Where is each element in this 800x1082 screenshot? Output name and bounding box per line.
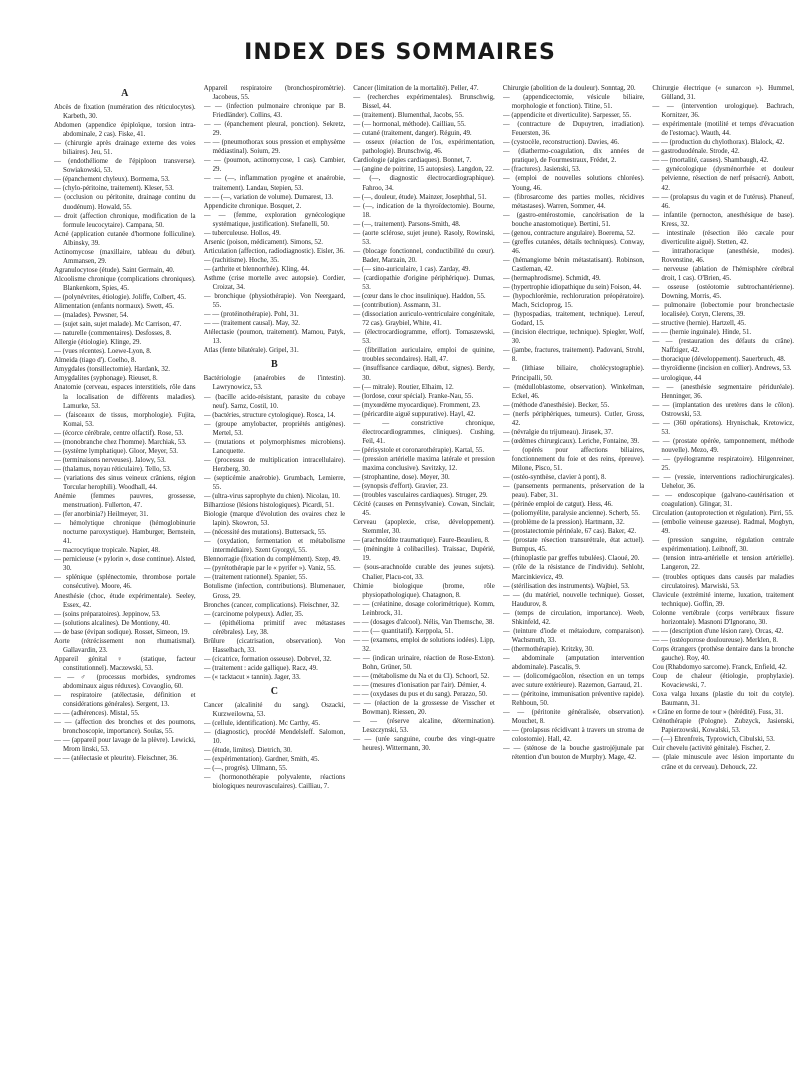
index-entry: — (polynévrites, étiologie). Joliffe, Colbert, 45. [54,293,186,301]
index-entry: — (groupe amylobacter, propriétés antigènes). Mertel, 53. [203,420,346,437]
index-entry: — (problème de la pression). Hartmann, 32. [502,519,625,527]
section-letter: C [270,686,278,697]
index-entry: — (thermothérapie). Kritzky, 30. [502,645,594,653]
index-entry: — (périnée emploi de catgut). Hess, 46. [502,501,613,509]
index-entry: — (gastro-entérostomie, cancérisation de la bouche anastomotique). Bertini, 51. [502,211,645,228]
index-entry: Abdomen (appendice épiploïque, torsion intra-abdominale, 2 cas). Fiske, 41. [54,122,196,139]
index-entry: — naturelle (commentaires). Desfosses, 8. [54,330,172,338]
index-entry: Bactériologie (anaérobies de l'intestin). Lawrynowicz, 53. [203,375,346,392]
index-entry: — thyroïdienne (incision en collier). Andrews, 53. [652,365,792,373]
index-entry: — (fractures). Jasienski, 53. [502,166,581,174]
index-entry: — (dissociation auriculo-ventriculaire congénitale, 72 cas). Graybiel, White, 41. [353,311,495,328]
index-entry: — (troubles optiques dans causés par maladies circulatoires). Marwiski, 53. [652,573,794,590]
index-entry: — (synopsis d'effort). Gravier, 23. [353,483,448,491]
index-entry: — — (pyélogramme respiratoire). Hilgenreiner, 25. [652,455,794,472]
index-entry: — — (créatinine, dosage colorimétrique). Komm, Leinbrock, 31. [353,600,495,617]
index-entry: Allergie (étiologie). Klinge, 29. [54,339,142,347]
index-entry: — (—, traitement). Parsons-Smith, 48. [353,220,461,228]
index-entry: — tuberculeuse. Hollos, 49. [203,229,281,237]
index-entry: — — (dosages d'alcool). Nélis, Van Themsche, 38. [353,618,495,626]
index-entry: Arsenic (poison, médicament). Simons, 52. [203,238,324,246]
index-entry: — (hémangiome bénin métastatisant). Robinson, Castleman, 42. [502,256,645,273]
index-entry: — (électrocardiogramme, effort). Tomaszewski, 53. [353,329,495,346]
index-entry: — (vues récentes). Loewe-Lyon, 8. [54,348,152,356]
index-entry: Anatomie (cerveau, espaces interstitiels, rôle dans la localisation de différents maladies). Lamurke, 53. [54,384,196,410]
index-entry: Alimentation (enfants normaux). Swett, 45. [54,303,174,311]
index-entry: — (— mitrale). Routier, Elhaim, 12. [353,383,454,391]
index-entry: — (faisceaux de tissus, morphologie). Fujita, Komai, 53. [54,411,196,428]
index-entry: — — (anesthésie segmentaire périduréale). Henninger, 36. [652,383,794,400]
index-entry: — (processus de multiplication intracellulaire). Herzberg, 30. [203,456,346,473]
index-entry: Cancer (limitation de la mortalité). Peller, 47. [353,85,479,92]
index-entry: Amygdalites (syphonage). Rieuset, 8. [54,375,158,383]
index-entry: — (hormonothérapie polyvalente, réactions biologiques neurovasculaires). Cailliau, 7. [203,774,346,791]
index-entry: — (septicémie anaérobie). Grumbach, Lemierre, 55. [203,474,346,491]
index-entry: — (appendicectomie, vésicule biliaire, morphologie et fonction). Titine, 51. [502,94,645,111]
index-entry: — (pression artérielle maxima latérale et pression maxima conclusive). Savitzky, 12. [353,455,495,472]
index-entry: — (nerfs périphériques, tumeurs). Cutler, Gross, 42. [502,410,645,427]
index-entry: — (arachnoïdite traumatique). Faure-Beaulieu, 8. [353,537,490,545]
index-entry: — bronchique (physiothérapie). Von Neergaard, 55. [203,293,346,310]
index-entry: — gastroduodénale. Strode, 42. [652,148,740,156]
index-entry: — — (production du chylothorax). Blalock, 42. [652,139,785,147]
index-entry: — (greffes cutanées, détails techniques). Conway, 46. [502,238,645,255]
index-entry: — (péricardite aiguë suppurative). Hayl, 42. [353,410,476,418]
index-entry: — (traitement). Blumenthal, Jacobs, 55. [353,112,464,120]
index-entry: — — (examens, emploi de solutions iodées). Lipp, 32. [353,636,495,653]
index-entry: Botulisme (infection, contributions). Blumenauer, Gross, 29. [203,583,346,600]
index-entry: — (« tacktacut » tannin). Jager, 33. [203,673,301,681]
index-entry: — (bactéries, structure cytologique). Rosca, 14. [203,411,336,419]
index-entry: — — (indican urinaire, réaction de Rose-Exton). Bohn, Grüner, 50. [353,654,495,671]
index-entry: — (recherches expérimentales). Brunschwig, Bissel, 44. [353,94,495,111]
section-letter: A [121,88,129,99]
index-entry: Chirurgie électrique (« sunarcon »). Hummel, Gülland, 31. [652,85,794,102]
index-entry: — (diathermo-coagulation, dix années de pratique), de Fourmestraux, Frédet, 2. [502,148,645,165]
index-entry: — — (—, variation de volume). Dumarest, 13. [203,193,334,201]
index-entry: — (cellule, identification). Mc Carthy, 45. [203,720,321,728]
index-entry: — (bacille acido-résistant, parasite du cobaye neuf). Sarnz, Costil, 10. [203,393,346,410]
index-entry: — (nécessité des mutations). Buttersack, 55. [203,529,327,537]
index-entry: Colonne vertébrale (corps vertébraux fissure horizontale). Masnoni D'Ignorano, 30. [652,609,794,626]
index-entry: — — (pneumothorax sous pression et emphysème médiastinal). Soium, 29. [203,139,346,156]
index-entry: — (méthode d'anesthésie). Becker, 55. [502,401,610,409]
index-entry: — (genou, contracture angulaire). Boerema, 52. [502,229,635,237]
index-entry: — nerveuse (ablation de l'hémisphère cérébral droit, 1 cas). O'Brien, 45. [652,265,794,282]
index-entry: — (plaie minuscule avec lésion importante du crâne et du cerveau). Dehouck, 22. [652,754,794,771]
index-entry: — (épanchement chyleux). Bormema, 53. [54,176,170,184]
index-entry: — splénique (splénectomie, thrombose portale consécutive). Moore, 46. [54,574,196,591]
index-entry: — — (réserve alcaline, détermination). Leszczynski, 53. [353,718,495,735]
index-entry: — — (vessie, interventions radiochirurgicales). Uehelor, 36. [652,474,794,491]
index-entry: Almeida (tiago d'). Coelho, 8. [54,357,137,365]
index-entry: Atlas (fente bilatérale). Gripel, 31. [203,347,299,355]
index-entry: — (hypertrophie idiopathique du sein) Foison, 44. [502,284,642,292]
index-entry: — (lordose, cœur spécial). Franke-Nau, 55. [353,392,474,400]
index-entry: — (prostatectomie périnéale, 67 cas). Baker, 42. [502,528,637,536]
index-entry: — (contracture de Dupuytren, irradiation). Feuersten, 36. [502,121,645,138]
index-entry: — (hermaphrodisme). Schmidt, 49. [502,274,601,282]
index-entry: — (fibrosarcome des parties molles, récidives métastases). Warren, Sommer, 44. [502,193,645,210]
index-entry: Actinomycose (maxillaire, tableau du début). Ammansen, 29. [54,248,196,265]
index-entry: — (opérés pour affections biliaires, fonctionnement du foie et des reins, épreuve). Milone, Pisco, 51. [502,446,645,472]
index-entry: — abdominale (amputation intervention abdominale). Pascalis, 9. [502,654,645,671]
index-entry: Blennorragie (fixation du complément). Szep, 49. [203,556,341,564]
index-entry: — — (poumon, actinomycose, 1 cas). Cambier, 29. [203,157,346,174]
index-entry: — (cicatrice, formation osseuse). Dobrvel, 32. [203,655,332,663]
index-column-3 [353,84,495,1074]
index-entry: — — (appareil pour lavage de la plèvre). Lewicki, Mrom linski, 53. [54,737,196,754]
index-entry: — gynécologique (dysménorrhée et douleur pelvienne, résection de nerf présacré). Anbott, 42. [652,166,794,192]
index-entry: — (occlusion ou péritonite, drainage continu du duodénum). Howald, 55. [54,194,196,211]
index-entry: Agranulocytose (étude). Saint Germain, 40. [54,266,175,274]
index-entry: Anesthésie (choc, étude expérimentale). Seeley, Essex, 42. [54,592,196,609]
index-entry: — — (prostate opérée, tamponnement, méthode nouvelle). Mezo, 49. [652,437,794,454]
index-entry: Appendicite chronique. Bosquet, 2. [203,202,302,210]
index-entry: — (épithélioma primitif avec métastases cérébrales). Ley, 38. [203,619,346,636]
index-entry: — — (—, inflammation pyogène et anaérobie, traitement). Landau, Stepien, 53. [203,175,346,192]
index-entry: — — (sténose de la bouche gastrojéjunale par rétention d'un bouton de Murphy). Mage, 42. [502,745,645,762]
index-entry: — — (métabolisme du Na et du Cl). Schoorl, 52. [353,673,490,681]
index-entry: Anémie (femmes pauvres, grossesse, menstruation). Fullerton, 47. [54,493,196,510]
index-entry: Brûlure (cicatrisation, observation). Von Hasselbach, 33. [203,637,346,654]
index-column-5 [652,84,794,1074]
index-entry: — — (urée sanguine, courbe des vingt-quatre heures). Wittermann, 30. [353,736,495,753]
index-entry: — (prostate résection transurétrale, état actuel). Bumpus, 45. [502,537,645,554]
index-entry: Bilharziose (lésions histologiques). Picardi, 51. [203,502,334,510]
index-entry: — (sous-arachnoïde curable des jeunes sujets). Chalier, Placu-cot, 33. [353,564,495,581]
index-entry: — (endothéliome de l'épiploon transverse). Sowiakowski, 53. [54,158,196,175]
index-entry: — (mutations et polymorphismes microbiens). Lancquette. [203,438,346,455]
index-entry: — (hypochlorémie, rechloruration préopératoire). Mach, Scicloprog, 15. [502,293,645,310]
index-entry: — — (péritonite généralisée, observation). Mouchet, 8. [502,709,645,726]
index-entry: « Crâne en forme de tour » (hérédité). Fuss, 31. [652,709,784,717]
index-entry: Corps étrangers (prothèse dentaire dans la bronche gauche). Roy, 40. [652,645,794,662]
index-entry: Appareil génital ♀ (statique, facteur constitutionnel). Maczewski, 53. [54,655,196,672]
index-entry: — — ♂ (processus morbides, syndromes abdominaux aigus réduxes). Covaoglio, 60. [54,673,196,690]
index-entry: — (hypospadias, traitement, technique). Lereuf, Godard, 15. [502,311,645,328]
index-entry: — (soins préparatoires). Jeppinow, 53. [54,610,161,618]
index-entry: Acné (application cutanée d'hormone folliculine). Albinsky, 39. [54,230,196,247]
index-entry: — — (affection des bronches et des poumons, bronchoscopie, importance). Soulas, 55. [54,719,196,736]
index-entry: Chimie biologique (brome, rôle physiopathologique). Chatagnon, 8. [353,582,495,599]
index-entry: Articulation (affection, radiodiagnostic). Eisler, 36. [203,247,345,255]
index-entry: Atélectasie (poumon, traitement). Mamou, Patyk, 13. [203,329,346,346]
index-entry: — — (réaction de la grossesse de Visscher et Bowman). Riessen, 20. [353,700,495,717]
index-entry: — — (mortalité, causes). Shambaugh, 42. [652,157,769,165]
index-entry: — (œdèmes chirurgicaux). Leriche, Fontaine, 39. [502,437,640,445]
index-entry: — (appendicite et diverticulite). Sarpesser, 55. [502,112,632,120]
index-entry: — — (oxydases du pus et du sang). Perazzo, 50. [353,691,488,699]
index-entry: — (aorte sclérose, sujet jeune). Rasoly, Rowinski, 53. [353,229,495,246]
index-entry: — (poliomyélite, paralysie ancienne). Scherb, 55. [502,510,640,518]
index-entry: — (méningite à colibacilles). Traissac, Dupérié, 19. [353,546,495,563]
index-entry: — (lithiase biliaire, cholécystographie). Principalli, 50. [502,365,645,382]
index-entry: — — endoscopique (galvano-cautérisation et coagulation). Glingar, 31. [652,492,794,509]
index-entry: — (—, diagnostic électrocardiographique). Fahroo, 34. [353,175,495,192]
section-letter: B [271,359,278,371]
index-entry: — de base (évipan sodique). Rosset, Simeon, 19. [54,628,190,636]
index-entry: — (solutions alcalines). De Montiony, 40. [54,619,170,627]
index-entry: — (pression sanguine, régulation centrale expérimentation). Leibnoff, 30. [652,537,794,554]
index-entry: — (rachitisme). Hoche, 35. [203,256,279,264]
index-entry: — — (infection pulmonaire chronique par B. Friedländer). Collins, 43. [203,103,346,120]
index-entry: — (oxydation, fermentation et métabolisme intermédiaire). Szent Gyorgyi, 55. [203,538,346,555]
index-entry: — (jambe, fractures, traitement). Padovani, Strohl, 8. [502,347,645,364]
index-entry: Chirurgie (abolition de la douleur). Sonntag, 20. [502,85,636,92]
index-entry: Cardiologie (algies cardiaques). Bonnet, 7. [353,157,472,165]
index-entry: — (myxœdème myocardique). Fromment, 23. [353,401,481,409]
index-entry: Cerveau (apoplexie, crise, développement). Stemmler, 30. [353,519,495,536]
index-entry: Coxa valga luxans (plastie du toit du cotyle). Baumann, 31. [652,691,794,708]
index-entry: Biologie (marque d'évolution des ovaires chez le lapin). Skowron, 53. [203,511,346,528]
index-entry: — (rôle de la résistance de l'individu). Sehloht, Marcinkievicz, 49. [502,564,645,581]
index-entry: — — (hernie inguinale). Hinde, 51. [652,329,752,337]
index-entry: Cuir chevelu (activité génitale). Fischer, 2. [652,745,770,753]
index-entry: — droit (affection chronique, modification de la formule leucocytaire). Campana, 50. [54,212,196,229]
index-entry: Clavicule (extrémité interne, luxation, traitement technique). Goffin, 39. [652,591,794,608]
index-entry: Appareil respiratoire (bronchospiromètrie). Jacobeus, 55. [203,85,346,102]
index-column-4 [503,84,645,1074]
index-entry: Crénothérapie (Pologne). Zubzyck, Jasienski, Papierzowski, Kowalski, 53. [652,718,794,735]
index-entry: — (ostéo-synthèse, clavier à pont), 8. [502,474,607,482]
index-entry: Amygdales (tonsillectomie). Hardank, 32. [54,366,170,374]
index-entry: — (fer anorbinia?) Heilmeyer, 31. [54,511,149,519]
index-entry: — (pyrétothérapie par le « pyrifer »). Vaniz, 55. [203,565,336,573]
index-entry: — — constrictive chronique, électrocardiogrammes, cliniques). Cushing, Feil, 41. [353,419,495,445]
index-entry: — (névralgie du trijumeau). Jirasek, 37. [502,428,613,436]
index-entry: — (temps de circulation, importance). Weeb, Shkinfeld, 42. [502,609,645,626]
index-entry: — — (restauration des défauts du crâne). Naffziger, 42. [652,338,794,355]
index-entry: Aorte (rétrécissement non rhumatismal). Gallavardin, 23. [54,637,196,654]
index-entry: — osseux (réaction de l'os, expérimentation, pathologie). Brunschwig, 46. [353,139,495,156]
index-entry: — — (protéinothérapie). Pohl, 31. [203,311,299,319]
index-entry: — (étude, limites). Dietrich, 30. [203,747,293,755]
index-entry: — (—, indication de la thyroïdectomie). Bourne, 18. [353,202,495,219]
index-entry: Abcès de fixation (numération des réticulocytes). Karbeth, 30. [54,104,196,121]
index-entry: — structive (hernie). Hartzell, 45. [652,320,746,328]
index-entry: Coup de chaleur (étiologie, prophylaxie). Kovaciewski, 7. [652,673,794,690]
index-entry: — — (épanchement pleural, ponction). Sekretz, 29. [203,121,346,138]
index-entry: — — (atélectasie et pleurite). Fleischner, 36. [54,755,178,763]
index-entry: Bronches (cancer, complications). Fleischner, 32. [203,601,340,609]
index-entry: — infantile (pernocton, anesthésique de base). Kress, 32. [652,211,794,228]
index-entry: — (teinture d'iode et métaiodure, comparaison). Wachsmuth, 33. [502,627,645,644]
index-entry: — (médulloblastome, observation). Winkelman, Eckel, 46. [502,383,645,400]
index-entry: Cécité (causes en Pennsylvanie). Cowan, Sinclair, 45. [353,501,495,518]
index-entry: — (monobranche chez l'homme). Marchiak, 53. [54,438,187,446]
index-entry: — (carcinome polypeux). Adler, 35. [203,610,304,618]
index-entry: — (strophantine, dose). Meyer, 30. [353,474,450,482]
index-entry: — — (prolapsus récidivant à travers un stroma de colostomie). Hall, 42. [502,727,645,744]
index-entry: — pulmonaire (lobectomie pour bronchectasie localisée). Coryn, Clerens, 39. [652,302,794,319]
index-entry: — (embolie veineuse gazeuse). Radmal, Mogbyn, 49. [652,519,794,536]
index-entry: — (pansements permanents, préservation de la peau). Faber, 31. [502,483,645,500]
index-entry: — (cardiopathie d'origine périphérique). Dumas, 53. [353,274,495,292]
index-entry: — — (implantation des uretères dans le côlon). Ostrowski, 53. [652,401,794,418]
index-entry: — urologique, 44 [652,374,702,382]
index-entry: — — (— quantitatif). Kerppola, 51. [353,627,454,635]
index-entry: Asthme (crise mortelle avec autopsie). Cordier, Croizat, 34. [203,274,346,292]
index-entry: — (—, progrès). Ullmann, 55. [203,765,288,773]
index-entry: — (traitement : acide gallique). Racz, 49. [203,664,318,672]
index-entry: — (contribution). Assmann, 31. [353,302,441,310]
index-entry: — (blocage fonctionnel, conductibilité du cœur). Bader, Marzain, 20. [353,247,495,264]
index-entry: — (rhinoplastie par greffes tubulées). Claoué, 20. [502,555,640,563]
index-entry: — — (femme, exploration gynécologique systématique, justification). Stefanelli, 50. [203,211,346,228]
index-entry: — — (description d'une lésion rare). Orcas, 42. [652,627,784,635]
index-column-1 [54,84,196,1074]
index-entry: — thoracique (développement). Sauerbruch, 48. [652,356,786,364]
index-entry: — (traitement rationnel). Spanier, 55. [203,574,308,582]
index-entry: — (stérilisation des instruments). Wajbiel, 53. [502,582,630,590]
index-entry: — — (prolapsus du vagin et de l'utérus). Phaneuf, 46. [652,193,794,210]
index-entry: — (tension intra-artérielle et tension artérielle). Langeron, 22. [652,555,794,572]
index-entry: — respiratoire (atélectasie, définition et considérations générales). Sergent, 13. [54,692,196,709]
index-entry: — (malades). Pewsner, 54. [54,312,129,320]
index-entry: — (thalamus, noyau réticulaire). Tello, 53. [54,465,172,473]
index-entry: — (cœur dans le choc insulinique). Haddon, 55. [353,293,486,301]
index-entry: — (fibrillation auriculaire, emploi de quinine, troubles secondaires). Hall, 47. [353,347,495,364]
index-entry: — intestinale (résection iléo cæcale pour diverticulite aiguë). Stetten, 42. [652,229,794,246]
index-entry: — (écorce cérébrale, centre olfactif). Rose, 53. [54,429,184,437]
index-entry: — (insuffisance cardiaque, début, signes). Berdy, 30. [353,365,495,382]
index-entry: — (incision électrique, technique). Spiegler, Wolf, 30. [502,329,645,346]
index-entry: Circulation (autoprotection et régulation). Pirri, 55. [652,510,794,518]
index-entry: — cutané (traitement, danger). Réguin, 49. [353,130,472,138]
index-column-2 [204,84,346,1074]
index-entry: — (ultra-virus saprophyte du chien). Nicolau, 10. [203,493,341,501]
index-entry: Cou (Rhabdomyo sarcome). Franck, Enfield, 42. [652,664,787,671]
index-entry: — (cystocèle, reconstruction). Davies, 46. [502,139,620,147]
index-entry: — intrathoracique (anesthésie, modes). Rovenstine, 46. [652,247,794,264]
index-entry: — (— sino-auriculaire, 1 cas). Zarday, 49. [353,265,471,273]
index-entry: — (angine de poitrine, 15 autopsies). Langdon, 22. [353,166,494,174]
index-entry: — — (intervention urologique). Bachrach, Kornitzer, 36. [652,103,794,120]
index-entry: — — (dolicomégacôlon, résection en un temps avec suture extérieure). Razemon, Garraud, 21. [502,673,645,690]
index-entry: — (système lymphatique). Gloor, Meyer, 53. [54,447,179,455]
index-columns [54,84,794,1074]
index-entry: — (— hormonal, méthode). Cailliau, 55. [353,121,466,129]
index-entry: — hémolytique chronique (hémoglobinurie nocturne paroxystique). Hamburger, Bernstein, 41. [54,520,196,546]
index-entry: — (variations des sinus veineux crâniens, région Torcular herophili). Woodhall, 44. [54,474,196,491]
index-entry: — (expérimentation). Gardner, Smith, 45. [203,756,320,764]
index-entry: — — (360 opérations). Hrynischak, Kretowicz, 53. [652,419,794,436]
index-entry: — (arthrite et blennorrhée). Kling, 44. [203,265,310,273]
page-title: INDEX DES SOMMAIRES [244,40,556,65]
index-entry: — — (du matériel, nouvelle technique). Gosset, Haudurov, 8. [502,591,645,608]
index-entry: — (sujet sain, sujet malade). Mc Carrison, 47. [54,321,182,329]
index-entry: — — (péritoine, immunisation préventive rapide). Rehboun, 50. [502,691,645,708]
index-entry: — (chylo-péritoine, traitement). Kleser, 53. [54,185,174,193]
index-entry: — (chirurgie après drainage externe des voies biliaires). Jeu, 51. [54,140,196,157]
index-entry: — (emploi de nouvelles solutions chlorées). Young, 46. [502,175,645,192]
index-entry: — (—, douleur, étude). Mainzer, Josephthal, 51. [353,193,487,201]
index-entry: — macrocytique tropicale. Napier, 48. [54,547,160,555]
index-entry: — (troubles vasculaires cardiaques). Struger, 29. [353,492,488,500]
index-entry: — (diagnostic), procédé Mendelsleff. Salomon, 10. [203,729,346,746]
index-entry: — (périsystole et coronarothérapie). Kartal, 55. [353,446,485,454]
index-entry: — — (traitement causal). May, 32. [203,320,300,328]
index-entry: — — (adhérences). Mistal, 55. [54,710,140,718]
index-entry: — pernicieuse (« pylorin », dose continue). Alsted, 30. [54,556,196,573]
index-entry: — — (ostéoporose douloureuse). Merklen, 8. [652,636,778,644]
index-entry: — (terminaisons nerveuses). Jalowy, 53. [54,456,166,464]
index-entry: Cancer (alcalinité du sang). Oszacki, Kurzweilowna, 53. [203,702,346,719]
index-entry: — expérimentale (motilité et temps d'évacuation de l'estomac). Wauth, 44. [652,121,794,138]
index-entry: Alcoolisme chronique (complications chroniques). Blankenkorn, Spies, 45. [54,275,196,292]
index-entry: — osseuse (ostéotomie subtrochantérienne). Downing, Morris, 45. [652,284,794,301]
index-entry: — — (mesures d'ionisation par l'air). Démier, 4. [353,682,487,690]
index-entry: — (—) Ehrenfreis, Typrowich, Cibulski, 53. [652,736,775,744]
